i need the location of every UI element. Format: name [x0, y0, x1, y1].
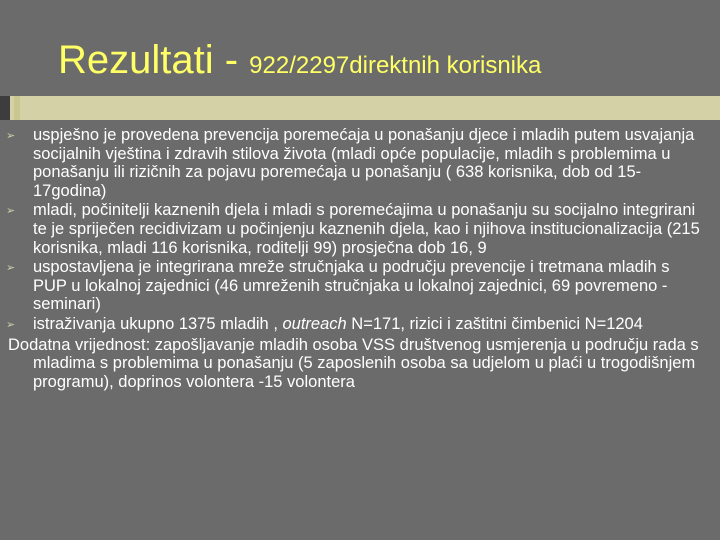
bullet-text: mladi, počinitelji kaznenih djela i mladi s poremećajima u ponašanju su socijalno integrirani te je spriječen recidivizam u počinjenju kaznenih djela, kao i njihova institucionalizacija (215 korisnika, mladi 116 korisnika, roditelji 99) prosječna dob 16, 9: [33, 201, 700, 257]
title-main: Rezultati -: [58, 38, 250, 82]
arrowhead-bullet-icon: ➢: [6, 205, 16, 218]
band-left-block: [0, 96, 10, 120]
bullet-item: [8, 201, 704, 257]
bullet-item: [8, 258, 704, 314]
extra-paragraph: Dodatna vrijednost: zapošljavanje mladih osoba VSS društvenog usmjerenja u području rada s mladima s problemima u ponašanju (5 zaposlenih osoba sa udjelom u plaći u trogodišnjem programu), doprinos volontera -15 volontera: [8, 335, 699, 391]
bullet-item: [8, 315, 704, 334]
bullet-text-after: N=171, rizici i zaštitni čimbenici N=1204: [346, 314, 643, 333]
arrowhead-bullet-icon: ➢: [6, 318, 16, 331]
slide-title: [58, 38, 541, 83]
title-sub: 922/2297direktnih korisnika: [249, 52, 542, 79]
title-band-accent: [14, 96, 20, 120]
arrowhead-bullet-icon: ➢: [6, 130, 16, 142]
title-band: [10, 96, 720, 120]
bullet-text: uspostavljena je integrirana mreže stručnjaka u području prevencije i tretmana mladih s PUP u lokalnoj zajednici (46 umreženih stručnjaka u lokalnoj zajednici, 69 povremeno - seminari): [33, 258, 670, 314]
bullet-text: uspješno je provedena prevencija poremećaja u ponašanju djece i mladih putem usvajanja socijalnih vještina i zdravih stilova života (mladi opće populacije, mladih s problemima u ponašanju ili rizičnih za pojavu poremećaja u ponašanju ( 638 korisnika, dob od 15-17godina): [33, 126, 695, 200]
bullet-text-before: istraživanja ukupno 1375 mladih ,: [33, 314, 283, 333]
arrowhead-bullet-icon: ➢: [6, 262, 16, 275]
bullet-item: [8, 126, 704, 200]
content-body: [8, 126, 704, 391]
bullet-text-emphasis: outreach: [282, 314, 347, 333]
